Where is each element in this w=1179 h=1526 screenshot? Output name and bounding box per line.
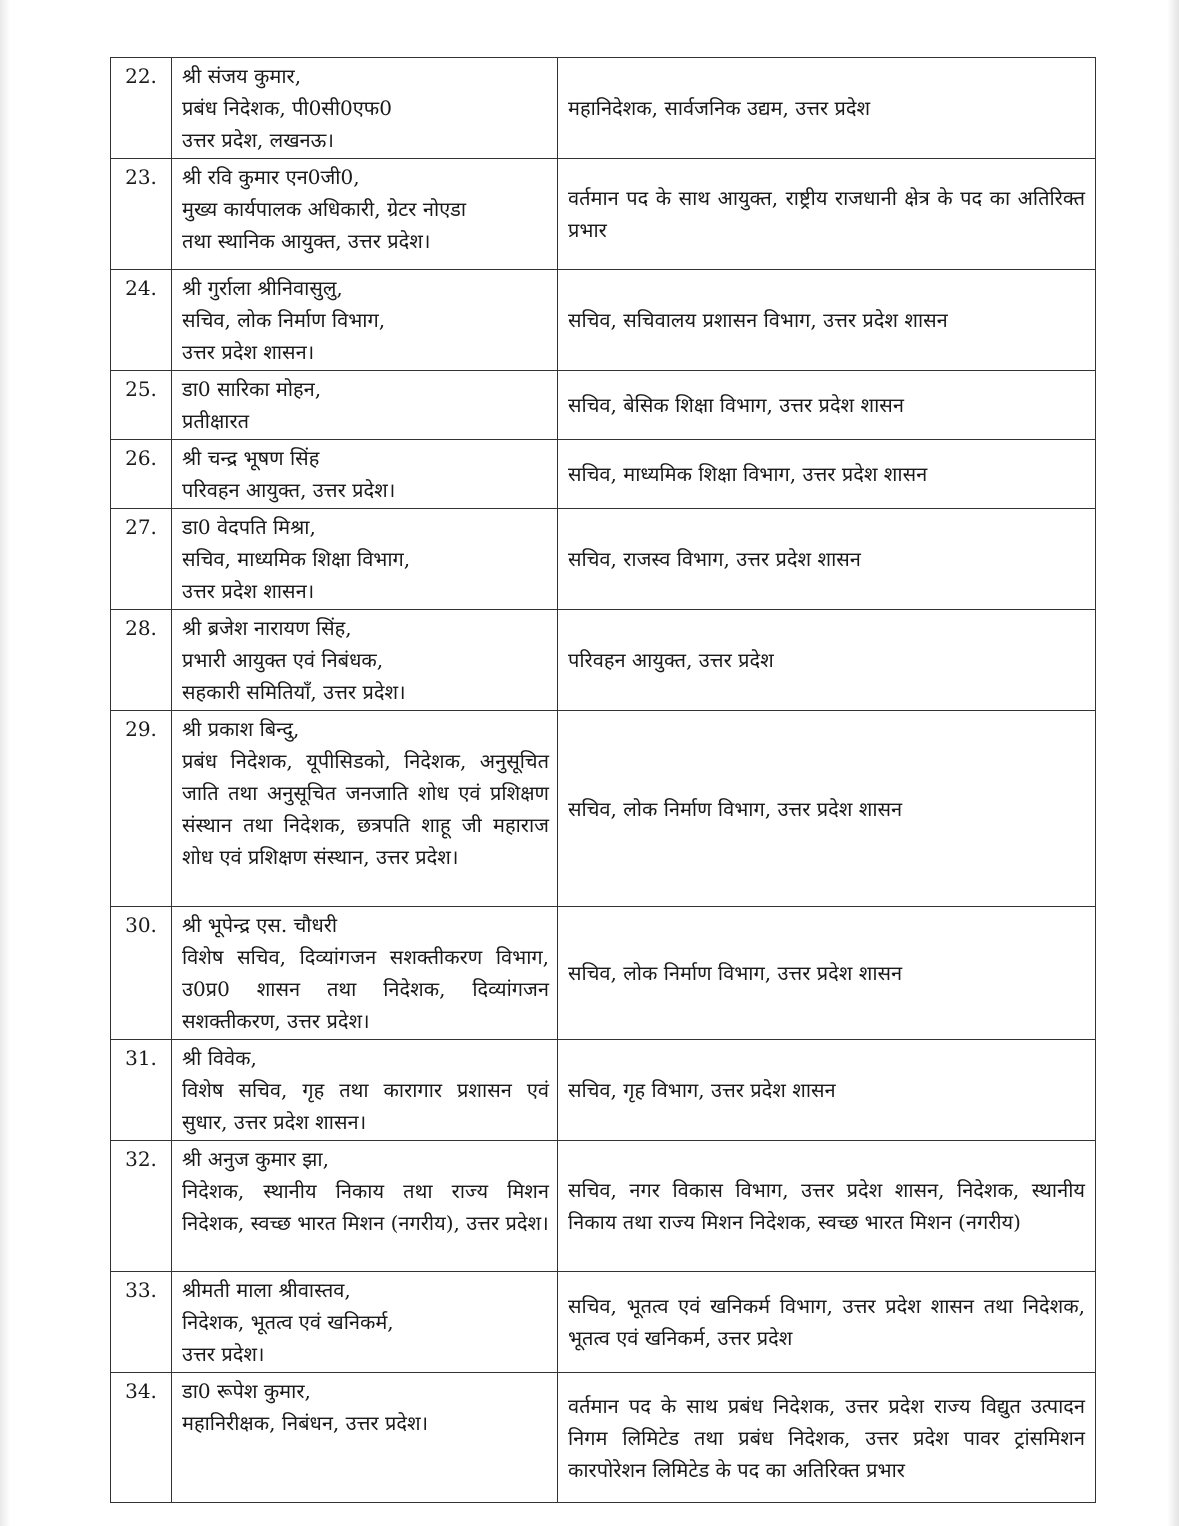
serial-number: 23. (111, 159, 172, 270)
serial-number: 29. (111, 711, 172, 907)
table-row (111, 270, 1096, 371)
officer-current-post (172, 371, 558, 440)
transfer-posting-table (110, 57, 1096, 1503)
officer-designation-line: निदेशक, स्थानीय निकाय तथा राज्य मिशन निदेशक, स्वच्छ भारत मिशन (नगरीय), उत्तर प्रदेश। (182, 1179, 549, 1235)
table-body (111, 58, 1096, 1503)
officer-designation-line: सचिव, लोक निर्माण विभाग, (182, 308, 386, 332)
officer-designation-line: परिवहन आयुक्त, उत्तर प्रदेश। (182, 478, 396, 502)
table-row (111, 907, 1096, 1040)
table-row (111, 1272, 1096, 1373)
officer-designation-line: तथा स्थानिक आयुक्त, उत्तर प्रदेश। (182, 229, 431, 253)
officer-designation-line: प्रभारी आयुक्त एवं निबंधक, (182, 648, 384, 672)
officer-current-post (172, 58, 558, 159)
officer-current-post (172, 270, 558, 371)
officer-current-post (172, 1040, 558, 1141)
serial-number: 30. (111, 907, 172, 1040)
serial-number: 28. (111, 610, 172, 711)
officer-designation-line: निदेशक, भूतत्व एवं खनिकर्म, (182, 1310, 394, 1334)
table-row (111, 371, 1096, 440)
new-posting: सचिव, लोक निर्माण विभाग, उत्तर प्रदेश शासन (558, 907, 1096, 1040)
officer-designation-line: उत्तर प्रदेश शासन। (182, 340, 315, 364)
table-row (111, 159, 1096, 270)
page-edge-right (1167, 0, 1179, 1526)
officer-current-post (172, 440, 558, 509)
officer-name: श्री अनुज कुमार झा, (182, 1147, 329, 1171)
officer-designation-line: प्रतीक्षारत (182, 409, 250, 433)
officer-current-post (172, 907, 558, 1040)
serial-number: 27. (111, 509, 172, 610)
officer-designation-line: उत्तर प्रदेश। (182, 1342, 265, 1366)
officer-designation-line: विशेष सचिव, दिव्यांगजन सशक्तीकरण विभाग, उ0प्र0 शासन तथा निदेशक, दिव्यांगजन सशक्तीकरण, उत्तर प्रदेश। (182, 945, 549, 1033)
officer-designation-line: उत्तर प्रदेश, लखनऊ। (182, 128, 334, 152)
officer-designation-line: प्रबंध निदेशक, यूपीसिडको, निदेशक, अनुसूचित जाति तथा अनुसूचित जनजाति शोध एवं प्रशिक्षण संस्थान तथा निदेशक, छत्रपति शाहू जी महाराज शोध एवं प्रशिक्षण संस्थान, उत्तर प्रदेश। (182, 749, 549, 869)
officer-current-post (172, 610, 558, 711)
officer-name: श्री रवि कुमार एन0जी0, (182, 165, 360, 189)
officer-designation-line: प्रबंध निदेशक, पी0सी0एफ0 (182, 96, 392, 120)
table-row (111, 440, 1096, 509)
new-posting: सचिव, भूतत्व एवं खनिकर्म विभाग, उत्तर प्रदेश शासन तथा निदेशक, भूतत्व एवं खनिकर्म, उत्तर प्रदेश (558, 1272, 1096, 1373)
officer-name: श्रीमती माला श्रीवास्तव, (182, 1278, 351, 1302)
officer-current-post (172, 1272, 558, 1373)
officer-name: श्री विवेक, (182, 1046, 257, 1070)
officer-designation-line: उत्तर प्रदेश शासन। (182, 579, 315, 603)
new-posting: महानिदेशक, सार्वजनिक उद्यम, उत्तर प्रदेश (558, 58, 1096, 159)
officer-designation-line: विशेष सचिव, गृह तथा कारागार प्रशासन एवं सुधार, उत्तर प्रदेश शासन। (182, 1078, 549, 1134)
page-edge-left (0, 0, 10, 1526)
serial-number: 24. (111, 270, 172, 371)
officer-current-post (172, 1141, 558, 1272)
new-posting: सचिव, नगर विकास विभाग, उत्तर प्रदेश शासन, निदेशक, स्थानीय निकाय तथा राज्य मिशन निदेशक, स्वच्छ भारत मिशन (नगरीय) (558, 1141, 1096, 1272)
serial-number: 25. (111, 371, 172, 440)
new-posting: वर्तमान पद के साथ आयुक्त, राष्ट्रीय राजधानी क्षेत्र के पद का अतिरिक्त प्रभार (558, 159, 1096, 270)
new-posting: सचिव, माध्यमिक शिक्षा विभाग, उत्तर प्रदेश शासन (558, 440, 1096, 509)
officer-current-post (172, 1373, 558, 1503)
new-posting: सचिव, बेसिक शिक्षा विभाग, उत्तर प्रदेश शासन (558, 371, 1096, 440)
officer-name: डा0 सारिका मोहन, (182, 377, 322, 401)
new-posting: सचिव, सचिवालय प्रशासन विभाग, उत्तर प्रदेश शासन (558, 270, 1096, 371)
serial-number: 32. (111, 1141, 172, 1272)
officer-current-post (172, 711, 558, 907)
new-posting: सचिव, लोक निर्माण विभाग, उत्तर प्रदेश शासन (558, 711, 1096, 907)
table-row (111, 1141, 1096, 1272)
officer-name: श्री ब्रजेश नारायण सिंह, (182, 616, 352, 640)
new-posting: सचिव, राजस्व विभाग, उत्तर प्रदेश शासन (558, 509, 1096, 610)
officer-name: श्री भूपेन्द्र एस. चौधरी (182, 913, 338, 937)
officer-designation-line: सचिव, माध्यमिक शिक्षा विभाग, (182, 547, 411, 571)
officer-current-post (172, 509, 558, 610)
new-posting: परिवहन आयुक्त, उत्तर प्रदेश (558, 610, 1096, 711)
officer-name: डा0 वेदपति मिश्रा, (182, 515, 316, 539)
serial-number: 34. (111, 1373, 172, 1503)
officer-designation-line: महानिरीक्षक, निबंधन, उत्तर प्रदेश। (182, 1411, 429, 1435)
table-row (111, 58, 1096, 159)
officer-name: श्री संजय कुमार, (182, 64, 302, 88)
serial-number: 31. (111, 1040, 172, 1141)
officer-designation-line: सहकारी समितियाँ, उत्तर प्रदेश। (182, 680, 406, 704)
serial-number: 26. (111, 440, 172, 509)
officer-name: श्री गुर्राला श्रीनिवासुलु, (182, 276, 343, 300)
new-posting: सचिव, गृह विभाग, उत्तर प्रदेश शासन (558, 1040, 1096, 1141)
serial-number: 33. (111, 1272, 172, 1373)
table-row (111, 1373, 1096, 1503)
table-row (111, 711, 1096, 907)
officer-name: डा0 रूपेश कुमार, (182, 1379, 311, 1403)
table-row (111, 1040, 1096, 1141)
table-row (111, 509, 1096, 610)
officer-name: श्री चन्द्र भूषण सिंह (182, 446, 320, 470)
table-row (111, 610, 1096, 711)
officer-designation-line: मुख्य कार्यपालक अधिकारी, ग्रेटर नोएडा (182, 197, 467, 221)
officer-name: श्री प्रकाश बिन्दु, (182, 717, 300, 741)
serial-number: 22. (111, 58, 172, 159)
new-posting: वर्तमान पद के साथ प्रबंध निदेशक, उत्तर प्रदेश राज्य विद्युत उत्पादन निगम लिमिटेड तथा प्रबंध निदेशक, उत्तर प्रदेश पावर ट्रांसमिशन कारपोरेशन लिमिटेड के पद का अतिरिक्त प्रभार (558, 1373, 1096, 1503)
officer-current-post (172, 159, 558, 270)
